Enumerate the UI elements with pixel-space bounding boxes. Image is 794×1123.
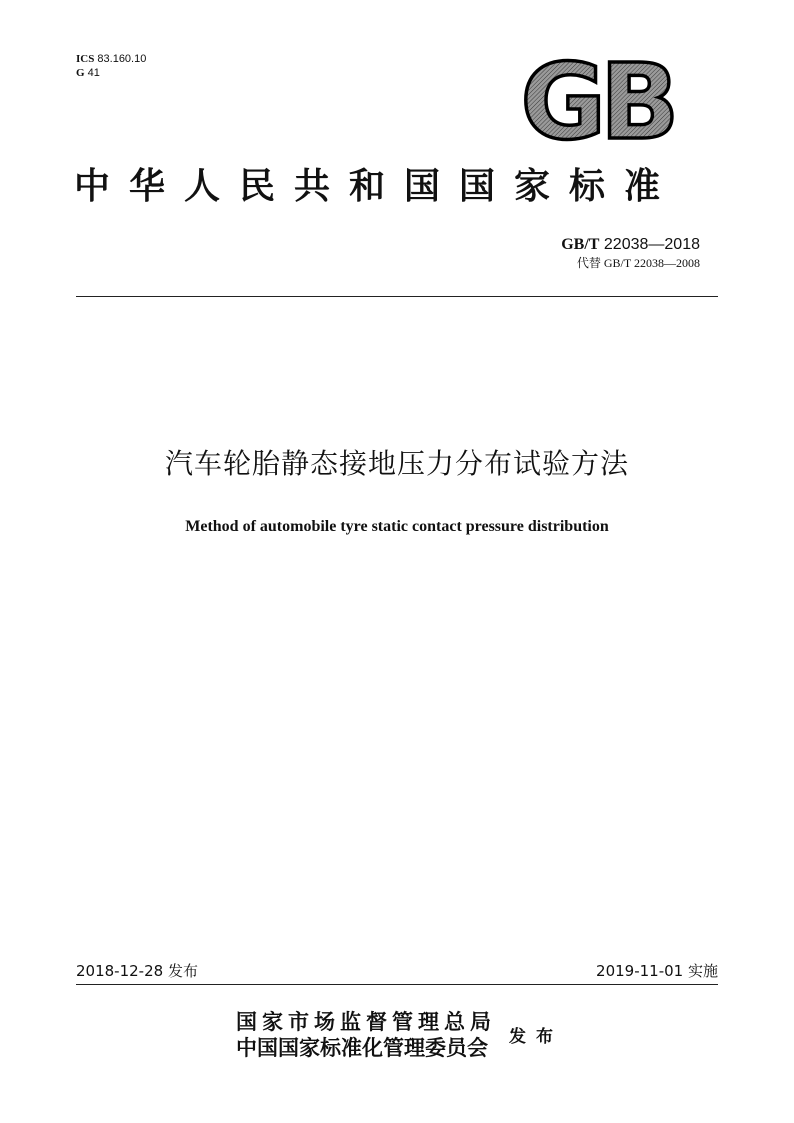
standard-code-prefix: GB/T [561, 236, 600, 253]
ccs-code: 41 [87, 67, 100, 79]
svg-text:GB: GB [520, 58, 674, 146]
standard-number [561, 235, 700, 255]
replaces-label: 代替 [576, 256, 601, 270]
chinese-title: 汽车轮胎静态接地压力分布试验方法 [164, 447, 629, 480]
replaces-standard: GB/T 22038—2008 [603, 256, 700, 270]
ics-label: ICS [76, 53, 95, 65]
ccs-label: G [76, 67, 85, 79]
implementation-date: 2019-11-01 实施 [596, 962, 718, 980]
ics-line [76, 52, 146, 66]
issuing-authorities [236, 1009, 496, 1061]
ccs-line [76, 66, 146, 80]
classification-codes [76, 52, 146, 80]
issuer-sac: 中国国家标准化管理委员会 [236, 1035, 488, 1060]
bottom-divider [76, 984, 718, 985]
standard-number-block [561, 235, 700, 271]
standard-code-number: 22038—2018 [603, 236, 700, 253]
publish-label: 发布 [509, 1027, 563, 1047]
national-standard-title: 中华人民共和国国家标准 [74, 165, 680, 207]
gb-logo [518, 58, 676, 146]
ics-code: 83.160.10 [97, 53, 147, 65]
issue-date: 2018-12-28 发布 [76, 962, 198, 980]
english-title: Method of automobile tyre static contact pressure distribution [185, 518, 609, 535]
top-divider [76, 296, 718, 297]
issuer-samr: 国家市场监督管理总局 [236, 1009, 496, 1034]
replaces-line [561, 255, 700, 271]
